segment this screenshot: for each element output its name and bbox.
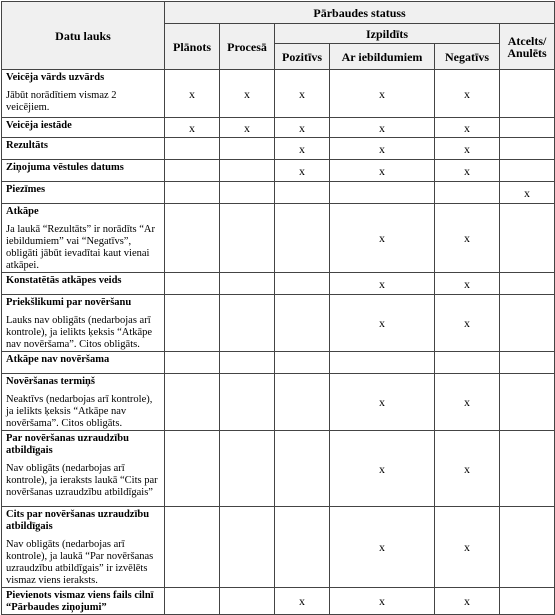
status-mark: x	[189, 86, 195, 101]
status-cell	[330, 295, 435, 352]
status-cell	[500, 70, 555, 118]
status-mark: x	[464, 395, 470, 409]
status-cell	[220, 295, 275, 352]
status-cell	[500, 374, 555, 431]
status-mark: x	[464, 594, 470, 608]
status-mark: x	[379, 540, 385, 554]
table-row	[2, 507, 555, 588]
status-cell	[165, 507, 220, 588]
header-status-group: Pārbaudes statuss	[165, 2, 555, 24]
status-cell	[165, 352, 220, 374]
status-mark: x	[299, 120, 305, 135]
status-mark: x	[299, 163, 305, 178]
status-cell	[500, 352, 555, 374]
field-cell	[2, 374, 165, 431]
table-row	[2, 588, 555, 615]
status-cell	[220, 204, 275, 273]
field-cell	[2, 182, 165, 204]
status-cell	[220, 352, 275, 374]
status-cell	[435, 138, 500, 160]
status-cell	[220, 118, 275, 138]
field-name: Atkāpe nav novēršama	[6, 354, 110, 365]
status-mark: x	[464, 276, 470, 291]
status-cell	[330, 138, 435, 160]
status-cell	[275, 431, 330, 507]
status-cell	[435, 273, 500, 295]
status-cell	[330, 273, 435, 295]
field-name: Pievienots vismaz viens fails cilnī “Pārbaudes ziņojumi”	[6, 590, 154, 613]
status-cell	[165, 182, 220, 204]
field-name: Veicēja vārds uzvārds	[6, 72, 105, 83]
status-cell	[500, 138, 555, 160]
status-cell	[165, 295, 220, 352]
header-izpildits: Izpildīts	[275, 24, 500, 44]
status-cell	[330, 507, 435, 588]
field-cell	[2, 295, 165, 352]
table-body	[2, 70, 555, 615]
table-row	[2, 138, 555, 160]
header-pozitivs: Pozitīvs	[275, 44, 330, 70]
status-cell	[435, 160, 500, 182]
status-mark: x	[379, 163, 385, 178]
status-cell	[500, 160, 555, 182]
status-cell	[435, 352, 500, 374]
header-field: Datu lauks	[2, 2, 165, 70]
status-cell	[275, 204, 330, 273]
status-cell	[435, 431, 500, 507]
status-cell	[435, 507, 500, 588]
field-description: Neaktīvs (nedarbojas arī kontrole), ja ielikts ķeksis “Atkāpe nav novēršama”. Citos obligāts.	[6, 394, 153, 429]
status-mark: x	[464, 86, 470, 101]
field-name: Ziņojuma vēstules datums	[6, 162, 124, 173]
status-cell	[275, 118, 330, 138]
table-row	[2, 70, 555, 118]
field-description: Jābūt norādītiem vismaz 2 veicējiem.	[6, 90, 117, 113]
status-mark: x	[379, 395, 385, 409]
header-procesa: Procesā	[220, 24, 275, 70]
status-cell	[500, 431, 555, 507]
status-cell	[275, 160, 330, 182]
status-cell	[435, 118, 500, 138]
header-planots: Plānots	[165, 24, 220, 70]
status-cell	[220, 70, 275, 118]
table-row	[2, 160, 555, 182]
status-cell	[435, 182, 500, 204]
status-cell	[275, 374, 330, 431]
status-mark: x	[464, 461, 470, 476]
status-cell	[435, 588, 500, 615]
status-mark: x	[299, 594, 305, 608]
status-cell	[500, 295, 555, 352]
header-atcelts: Atcelts/ Anulēts	[500, 24, 555, 70]
status-cell	[435, 70, 500, 118]
status-cell	[330, 182, 435, 204]
field-cell	[2, 70, 165, 118]
status-cell	[275, 352, 330, 374]
status-cell	[330, 431, 435, 507]
status-cell	[435, 295, 500, 352]
status-cell	[330, 374, 435, 431]
status-mark: x	[464, 141, 470, 156]
status-mark: x	[379, 141, 385, 156]
status-cell	[165, 70, 220, 118]
status-cell	[220, 431, 275, 507]
status-cell	[165, 160, 220, 182]
status-cell	[275, 182, 330, 204]
status-cell	[275, 273, 330, 295]
status-mark: x	[379, 276, 385, 291]
field-description: Nav obligāts (nedarbojas arī kontrole), ja laukā “Par novēršanas uzraudzību atbildīgais” ir izvēlēts vismaz viens ieraksts.	[6, 539, 154, 586]
status-cell	[500, 273, 555, 295]
status-cell	[500, 182, 555, 204]
status-cell	[220, 182, 275, 204]
status-cell	[220, 374, 275, 431]
status-mark: x	[379, 594, 385, 608]
status-cell	[330, 352, 435, 374]
status-mark: x	[379, 461, 385, 476]
status-cell	[165, 588, 220, 615]
status-cell	[165, 138, 220, 160]
field-cell	[2, 204, 165, 273]
field-name: Piezīmes	[6, 184, 46, 195]
field-cell	[2, 273, 165, 295]
status-cell	[330, 70, 435, 118]
status-cell	[220, 588, 275, 615]
status-cell	[165, 273, 220, 295]
table-row	[2, 273, 555, 295]
status-mark: x	[244, 120, 250, 135]
status-mark: x	[524, 185, 531, 200]
status-cell	[330, 160, 435, 182]
field-name: Veicēja iestāde	[6, 120, 72, 131]
field-cell	[2, 588, 165, 615]
status-cell	[165, 204, 220, 273]
status-mark: x	[464, 540, 470, 554]
table-row	[2, 431, 555, 507]
status-cell	[275, 70, 330, 118]
status-mark: x	[464, 231, 470, 245]
field-cell	[2, 118, 165, 138]
table-row	[2, 295, 555, 352]
status-mark: x	[379, 86, 385, 101]
status-cell	[165, 431, 220, 507]
field-name: Rezultāts	[6, 140, 48, 151]
header-negativs: Negatīvs	[435, 44, 500, 70]
table-row	[2, 118, 555, 138]
status-cell	[330, 204, 435, 273]
field-name: Priekšlikumi par novēršanu	[6, 297, 132, 308]
field-name: Novēršanas termiņš	[6, 376, 95, 387]
field-name: Atkāpe	[6, 206, 39, 217]
field-name: Cits par novēršanas uzraudzību atbildīgais	[6, 509, 150, 532]
status-cell	[220, 507, 275, 588]
table-row	[2, 204, 555, 273]
status-cell	[330, 118, 435, 138]
status-cell	[330, 588, 435, 615]
field-cell	[2, 160, 165, 182]
status-cell	[275, 138, 330, 160]
status-cell	[500, 204, 555, 273]
status-cell	[435, 204, 500, 273]
status-mark: x	[464, 120, 470, 135]
status-cell	[275, 507, 330, 588]
table-row	[2, 374, 555, 431]
table-row	[2, 352, 555, 374]
status-cell	[500, 588, 555, 615]
status-mark: x	[299, 86, 305, 101]
field-cell	[2, 138, 165, 160]
field-name: Par novēršanas uzraudzību atbildīgais	[6, 433, 129, 456]
field-description: Nav obligāts (nedarbojas arī kontrole), ja ieraksts laukā “Cits par novēršanas uzraudzību atbildīgais”	[6, 463, 158, 498]
header-ar-iebildumiem: Ar iebildumiem	[330, 44, 435, 70]
status-mark: x	[244, 86, 250, 101]
field-cell	[2, 507, 165, 588]
status-cell	[500, 118, 555, 138]
status-mark: x	[299, 141, 305, 156]
status-table	[1, 1, 555, 615]
status-mark: x	[379, 120, 385, 135]
status-cell	[220, 160, 275, 182]
status-cell	[275, 295, 330, 352]
field-cell	[2, 352, 165, 374]
field-description: Ja laukā “Rezultāts” ir norādīts “Ar iebildumiem” vai “Negatīvs”, obligāti jābūt ievadītai kaut vienai atkāpei.	[6, 224, 155, 271]
status-cell	[220, 273, 275, 295]
status-cell	[435, 374, 500, 431]
status-cell	[165, 118, 220, 138]
field-name: Konstatētās atkāpes veids	[6, 275, 122, 286]
status-cell	[275, 588, 330, 615]
table-row	[2, 182, 555, 204]
field-description: Lauks nav obligāts (nedarbojas arī kontrole), ja ielikts ķeksis “Atkāpe nav novēršama”. Citos obligāts.	[6, 315, 153, 350]
status-cell	[220, 138, 275, 160]
field-cell	[2, 431, 165, 507]
status-cell	[500, 507, 555, 588]
status-mark: x	[189, 120, 195, 135]
status-mark: x	[464, 316, 470, 330]
status-mark: x	[379, 231, 385, 245]
status-mark: x	[379, 316, 385, 330]
status-mark: x	[464, 163, 470, 178]
status-cell	[165, 374, 220, 431]
